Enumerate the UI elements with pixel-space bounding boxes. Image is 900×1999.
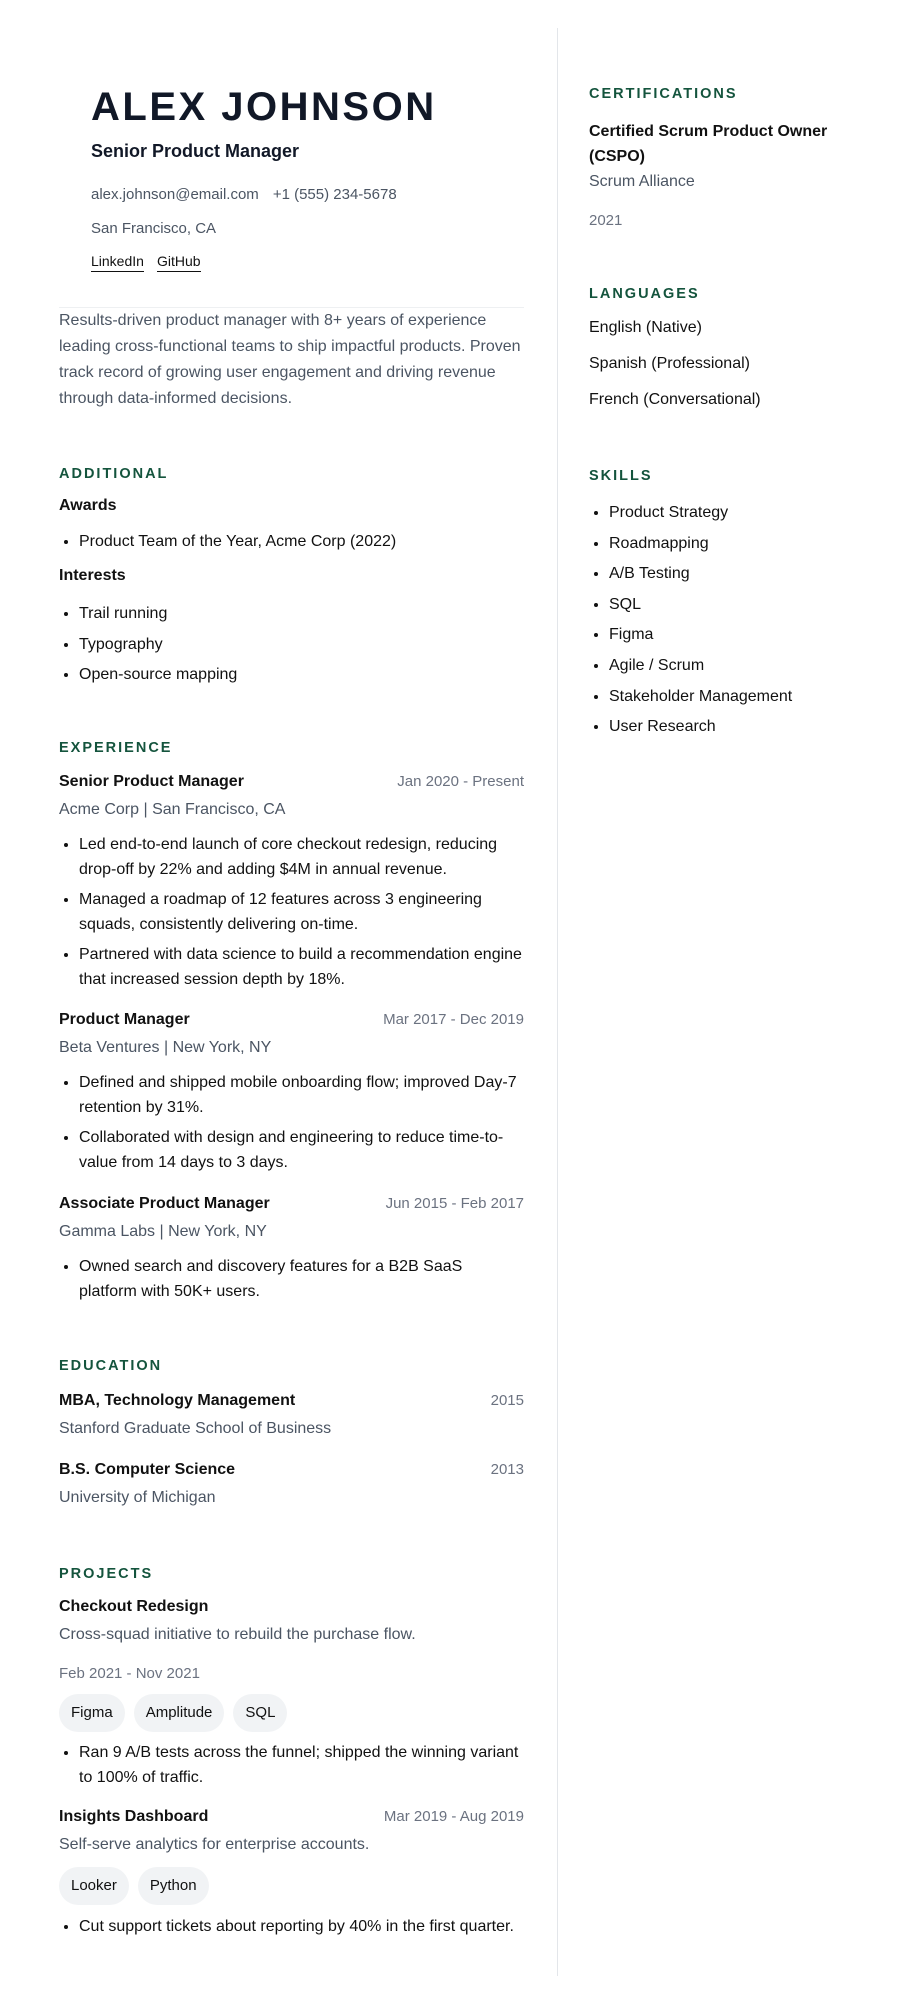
language-item: Spanish (Professional)	[589, 355, 750, 372]
list-item: • Product Team of the Year, Acme Corp (2022)	[79, 529, 524, 554]
skill-item: • Roadmapping	[609, 529, 879, 560]
list-item: • Defined and shipped mobile onboarding flow; improved Day-7 retention by 31%.	[79, 1070, 524, 1120]
interests-label: Interests	[59, 567, 126, 584]
interests-list	[59, 599, 524, 691]
github-link[interactable]: GitHub	[157, 253, 201, 272]
skill-item: • A/B Testing	[609, 559, 879, 590]
language-item: French (Conversational)	[589, 391, 761, 408]
project-dates: Feb 2021 - Nov 2021	[59, 1665, 200, 1682]
list-item: • Led end-to-end launch of core checkout redesign, reducing drop-off by 22% and adding $4M in annual revenue.	[79, 832, 524, 882]
skills-heading: SKILLS	[589, 468, 653, 484]
project-description: Cross-squad initiative to rebuild the purchase flow.	[59, 1626, 416, 1643]
candidate-title: Senior Product Manager	[91, 141, 300, 161]
column-divider	[557, 28, 558, 1976]
list-item: • Open-source mapping	[79, 660, 524, 691]
tag-chip: Python	[138, 1867, 209, 1905]
project-description: Self-serve analytics for enterprise accounts.	[59, 1836, 370, 1853]
tag-chip: Amplitude	[134, 1694, 225, 1732]
summary-text: Results-driven product manager with 8+ years of experience leading cross-functional teams to ship impactful products. Proven track record of growing user engagement and driving revenue through data-informed decisions.	[59, 312, 521, 407]
job-dates: Jan 2020 - Present	[397, 773, 524, 790]
location-text: San Francisco, CA	[91, 220, 217, 237]
tag-chip: Looker	[59, 1867, 129, 1905]
certifications-heading: CERTIFICATIONS	[589, 86, 738, 102]
job-title: Senior Product Manager Jan 2020 - Present	[59, 773, 524, 790]
job-company: Gamma Labs | New York, NY	[59, 1223, 267, 1240]
experience-heading: EXPERIENCE	[59, 740, 173, 756]
project-bullets	[59, 1740, 524, 1790]
language-item: English (Native)	[589, 319, 702, 336]
skill-item: • User Research	[609, 712, 879, 743]
education-heading: EDUCATION	[59, 1358, 163, 1374]
job-company: Beta Ventures | New York, NY	[59, 1039, 272, 1056]
skill-item: • SQL	[609, 590, 879, 621]
school-name: University of Michigan	[59, 1489, 216, 1506]
list-item: • Collaborated with design and engineering to reduce time-to-value from 14 days to 3 days.	[79, 1125, 524, 1175]
project-tags	[59, 1694, 296, 1732]
skill-item: • Stakeholder Management	[609, 682, 879, 713]
profile-links	[91, 253, 214, 269]
job-bullets	[59, 1070, 524, 1180]
school-name: Stanford Graduate School of Business	[59, 1420, 332, 1437]
list-item: • Partnered with data science to build a recommendation engine that increased session depth by 18%.	[79, 942, 524, 992]
project-name: Insights Dashboard Mar 2019 - Aug 2019	[59, 1808, 524, 1825]
project-name: Checkout Redesign	[59, 1598, 209, 1615]
awards-list	[59, 529, 524, 554]
project-dates: Mar 2019 - Aug 2019	[383, 1808, 524, 1825]
list-item: • Ran 9 A/B tests across the funnel; shipped the winning variant to 100% of traffic.	[79, 1740, 524, 1790]
certification-name: Certified Scrum Product Owner (CSPO)	[589, 123, 828, 165]
additional-heading: ADDITIONAL	[59, 466, 169, 482]
candidate-name: ALEX JOHNSON	[91, 85, 437, 129]
list-item: • Cut support tickets about reporting by 40% in the first quarter.	[79, 1914, 524, 1939]
job-bullets	[59, 1254, 524, 1309]
linkedin-link[interactable]: LinkedIn	[91, 253, 144, 272]
job-bullets	[59, 832, 524, 997]
degree-year: 2013	[490, 1461, 524, 1478]
degree-title: MBA, Technology Management 2015	[59, 1392, 524, 1409]
job-title: Product Manager Mar 2017 - Dec 2019	[59, 1011, 524, 1028]
tag-chip: Figma	[59, 1694, 125, 1732]
skills-list	[589, 498, 879, 743]
languages-heading: LANGUAGES	[589, 286, 700, 302]
skill-item: • Agile / Scrum	[609, 651, 879, 682]
skill-item: • Figma	[609, 620, 879, 651]
degree-title: B.S. Computer Science 2013	[59, 1461, 524, 1478]
job-company: Acme Corp | San Francisco, CA	[59, 801, 286, 818]
certification-year: 2021	[589, 212, 623, 229]
skill-item: • Product Strategy	[609, 498, 879, 529]
list-item: • Owned search and discovery features for a B2B SaaS platform with 50K+ users.	[79, 1254, 524, 1304]
projects-heading: PROJECTS	[59, 1566, 154, 1582]
contact-line	[91, 186, 397, 203]
list-item: • Managed a roadmap of 12 features across 3 engineering squads, consistently delivering on-time.	[79, 887, 524, 937]
list-item: • Typography	[79, 630, 524, 661]
phone-text[interactable]: +1 (555) 234-5678	[272, 186, 397, 203]
list-item: • Trail running	[79, 599, 524, 630]
tag-chip: SQL	[233, 1694, 287, 1732]
job-dates: Mar 2017 - Dec 2019	[383, 1011, 524, 1028]
job-dates: Jun 2015 - Feb 2017	[385, 1195, 524, 1212]
degree-year: 2015	[490, 1392, 524, 1409]
job-title: Associate Product Manager Jun 2015 - Feb 2017	[59, 1195, 524, 1212]
awards-label: Awards	[59, 497, 117, 514]
email-text[interactable]: alex.johnson@email.com	[91, 186, 259, 203]
project-bullets	[59, 1914, 524, 1939]
certification-issuer: Scrum Alliance	[589, 173, 695, 190]
project-tags	[59, 1867, 218, 1905]
